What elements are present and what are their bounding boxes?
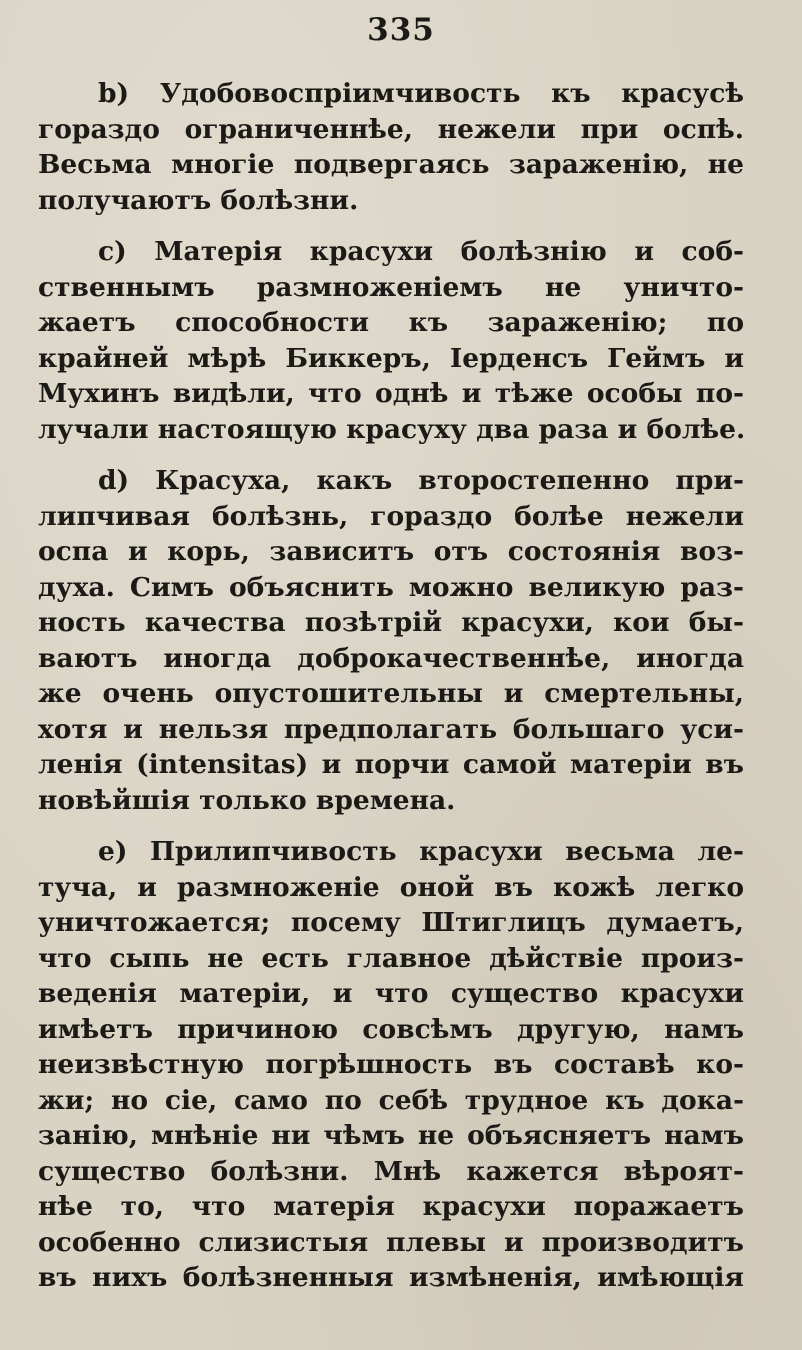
text-line: занію, мнѣніе ни чѣмъ не объясняетъ намъ xyxy=(38,1120,744,1151)
text-line: крайней мѣрѣ Биккеръ, Іерденсъ Геймъ и xyxy=(38,342,744,374)
text-line: липчивая болѣзнь, гораздо болѣе нежели xyxy=(38,500,744,532)
text-line: особенно слизистыя плевы и производитъ xyxy=(38,1226,744,1258)
text-line: гораздо ограниченнѣе, нежели при оспѣ. xyxy=(38,113,744,145)
text-line: Весьма многіе подвергаясь зараженію, не xyxy=(38,149,744,180)
text-line: лучали настоящую красуху два раза и болѣе. xyxy=(38,413,746,445)
text-line: ваютъ иногда доброкачественнѣе, иногда xyxy=(38,642,744,674)
text-line: Мухинъ видѣли, что однѣ и тѣже особы по- xyxy=(38,378,744,409)
text-line: ность качества позѣтрій красухи, кои бы- xyxy=(38,607,744,638)
text-line: же очень опустошительны и смертельны, xyxy=(38,678,744,709)
text-line: новѣйшія только времена. xyxy=(38,784,456,816)
text-line: e) Прилипчивость красухи весьма ле- xyxy=(98,836,744,867)
text-line: духа. Симъ объяснить можно великую раз- xyxy=(38,571,744,603)
text-line: жи; но сіе, само по себѣ трудное къ дока- xyxy=(38,1084,744,1116)
text-line: что сыпь не есть главное дѣйствіе произ- xyxy=(38,942,744,974)
text-line: ственнымъ размноженіемъ не уничто- xyxy=(38,271,744,303)
text-line: существо болѣзни. Мнѣ кажется вѣроят- xyxy=(38,1155,744,1187)
text-line: уничтожается; посему Штиглицъ думаетъ, xyxy=(38,907,744,938)
body-text xyxy=(38,76,744,1312)
text-line: въ нихъ болѣзненныя измѣненія, имѣющія xyxy=(38,1262,744,1293)
paragraph-c xyxy=(38,234,744,447)
text-line: c) Матерія красухи болѣзнію и соб- xyxy=(98,236,744,267)
text-line: хотя и нельзя предполагать большаго уси- xyxy=(38,713,744,745)
text-line: имѣетъ причиною совсѣмъ другую, намъ xyxy=(38,1013,744,1045)
paragraph-e xyxy=(38,834,744,1296)
text-line: нѣе то, что матерія красухи поражаетъ xyxy=(38,1191,744,1222)
text-line: неизвѣстную погрѣшность въ составѣ ко- xyxy=(38,1049,744,1080)
page-number: 335 xyxy=(367,12,435,48)
text-line: веденія матеріи, и что существо красухи xyxy=(38,978,744,1009)
text-line: получаютъ болѣзни. xyxy=(38,184,359,216)
paragraph-d xyxy=(38,463,744,818)
text-line: оспа и корь, зависитъ отъ состоянія воз- xyxy=(38,536,744,567)
paragraph-b xyxy=(38,76,744,218)
text-line: туча, и размноженіе оной въ кожѣ легко xyxy=(38,871,744,903)
text-line: b) Удобовоспріимчивость къ красусѣ xyxy=(98,78,744,109)
text-line: жаетъ способности къ зараженію; по xyxy=(38,307,744,338)
text-line: d) Красуха, какъ второстепенно при- xyxy=(98,465,744,496)
text-line: ленія (intensitas) и порчи самой матеріи въ xyxy=(38,749,744,780)
